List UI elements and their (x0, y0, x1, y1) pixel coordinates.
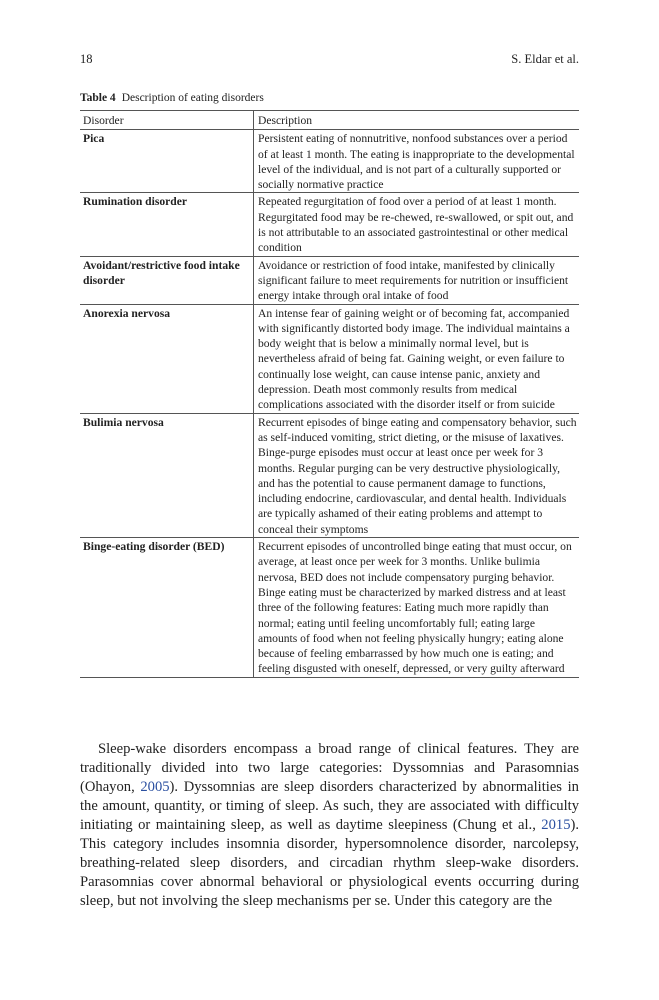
table-row (80, 256, 579, 304)
disorder-name: Bulimia nervosa (80, 413, 254, 537)
paragraph-text-3: ). This category includes insomnia disorder, hypersomnolence disorder, narcolepsy, breathing-related sleep disorders, and circadian rhythm sleep-wake disorders. Parasomnias cover abnormal behavioral or physiological events occurring during sleep, but not involving the sleep mechanisms per se. Under this category are the (80, 817, 579, 909)
body-text (80, 740, 579, 911)
table-row (80, 193, 579, 256)
table-row (80, 304, 579, 413)
table-row (80, 130, 579, 193)
disorder-description: An intense fear of gaining weight or of becoming fat, accompanied with significantly distorted body image. The individual maintains a body weight that is below a minimally normal level, but is nevertheless afraid of being fat. Gaining weight, or even failure to continually lose weight, can cause intense panic, anxiety and depression. Death most commonly results from medical complications associated with the disorder itself or from suicide (258, 306, 570, 412)
page-header (80, 52, 579, 68)
table-label: Table 4 (80, 92, 116, 104)
paragraph (80, 740, 579, 911)
citation-link-chung[interactable]: 2015 (541, 817, 571, 833)
disorder-name: Avoidant/restrictive food intake disorder (80, 256, 254, 304)
table-caption (80, 92, 264, 104)
page-number: 18 (80, 52, 93, 66)
paragraph-text-1: Sleep-wake disorders encompass a broad range of clinical features. They are traditionally divided into two large categories: Dyssomnias and Parasomnias (Ohayon, (80, 741, 579, 795)
disorder-name: Binge-eating disorder (BED) (80, 538, 254, 678)
table-header-row (80, 111, 579, 130)
column-header-disorder: Disorder (80, 111, 254, 130)
disorder-description: Repeated regurgitation of food over a period of at least 1 month. Regurgitated food may be re-chewed, re-swallowed, or spit out, and is not attributable to an associated gastrointestinal or other medical condition (258, 195, 574, 255)
disorder-description: Recurrent episodes of uncontrolled binge eating that must occur, on average, at least once per week for 3 months. Unlike bulimia nervosa, BED does not include compensatory purging behavior. Binge eating must be characterized by marked distress and at least three of the following features: Eating much more rapidly than normal; eating until feeling uncomfortably full; eating large amounts of food when not feeling physically hungry; eating alone because of feeling embarrassed by how much one is eating; and feeling disgusted with oneself, depressed, or very guilty afterward (258, 540, 572, 676)
citation-link-ohayon[interactable]: 2005 (140, 779, 170, 795)
paragraph-text-2: ). Dyssomnias are sleep disorders characterized by abnormalities in the amount, quantity, or timing of sleep. As such, they are associated with difficulty initiating or maintaining sleep, as well as daytime sleepiness (Chung et al., (80, 779, 579, 833)
table-row (80, 538, 579, 678)
table-row (80, 413, 579, 537)
disorder-description: Avoidance or restriction of food intake, manifested by clinically significant failure to meet requirements for nutrition or insufficient energy intake through oral intake of food (258, 258, 569, 303)
disorder-description: Recurrent episodes of binge eating and compensatory behavior, such as self-induced vomiting, strict dieting, or the misuse of laxatives. Binge-purge episodes must occur at least once per week for 3 months. Regular purging can be very destructive physiologically, and has the potential to cause permanent damage to functions, including endocrine, cardiovascular, and dental health. Individuals are typically ashamed of their eating problems and attempt to conceal their symptoms (258, 415, 577, 536)
disorder-name: Pica (80, 130, 254, 193)
eating-disorders-table (80, 110, 579, 678)
disorder-description: Persistent eating of nonnutritive, nonfood substances over a period of at least 1 month. The eating is inappropriate to the developmental level of the individual, and is not part of a culturally supported or socially normative practice (258, 132, 575, 192)
running-head-authors: S. Eldar et al. (511, 52, 579, 66)
table-caption-text: Description of eating disorders (121, 92, 264, 104)
disorder-name: Rumination disorder (80, 193, 254, 256)
disorder-name: Anorexia nervosa (80, 304, 254, 413)
column-header-description: Description (254, 111, 580, 130)
